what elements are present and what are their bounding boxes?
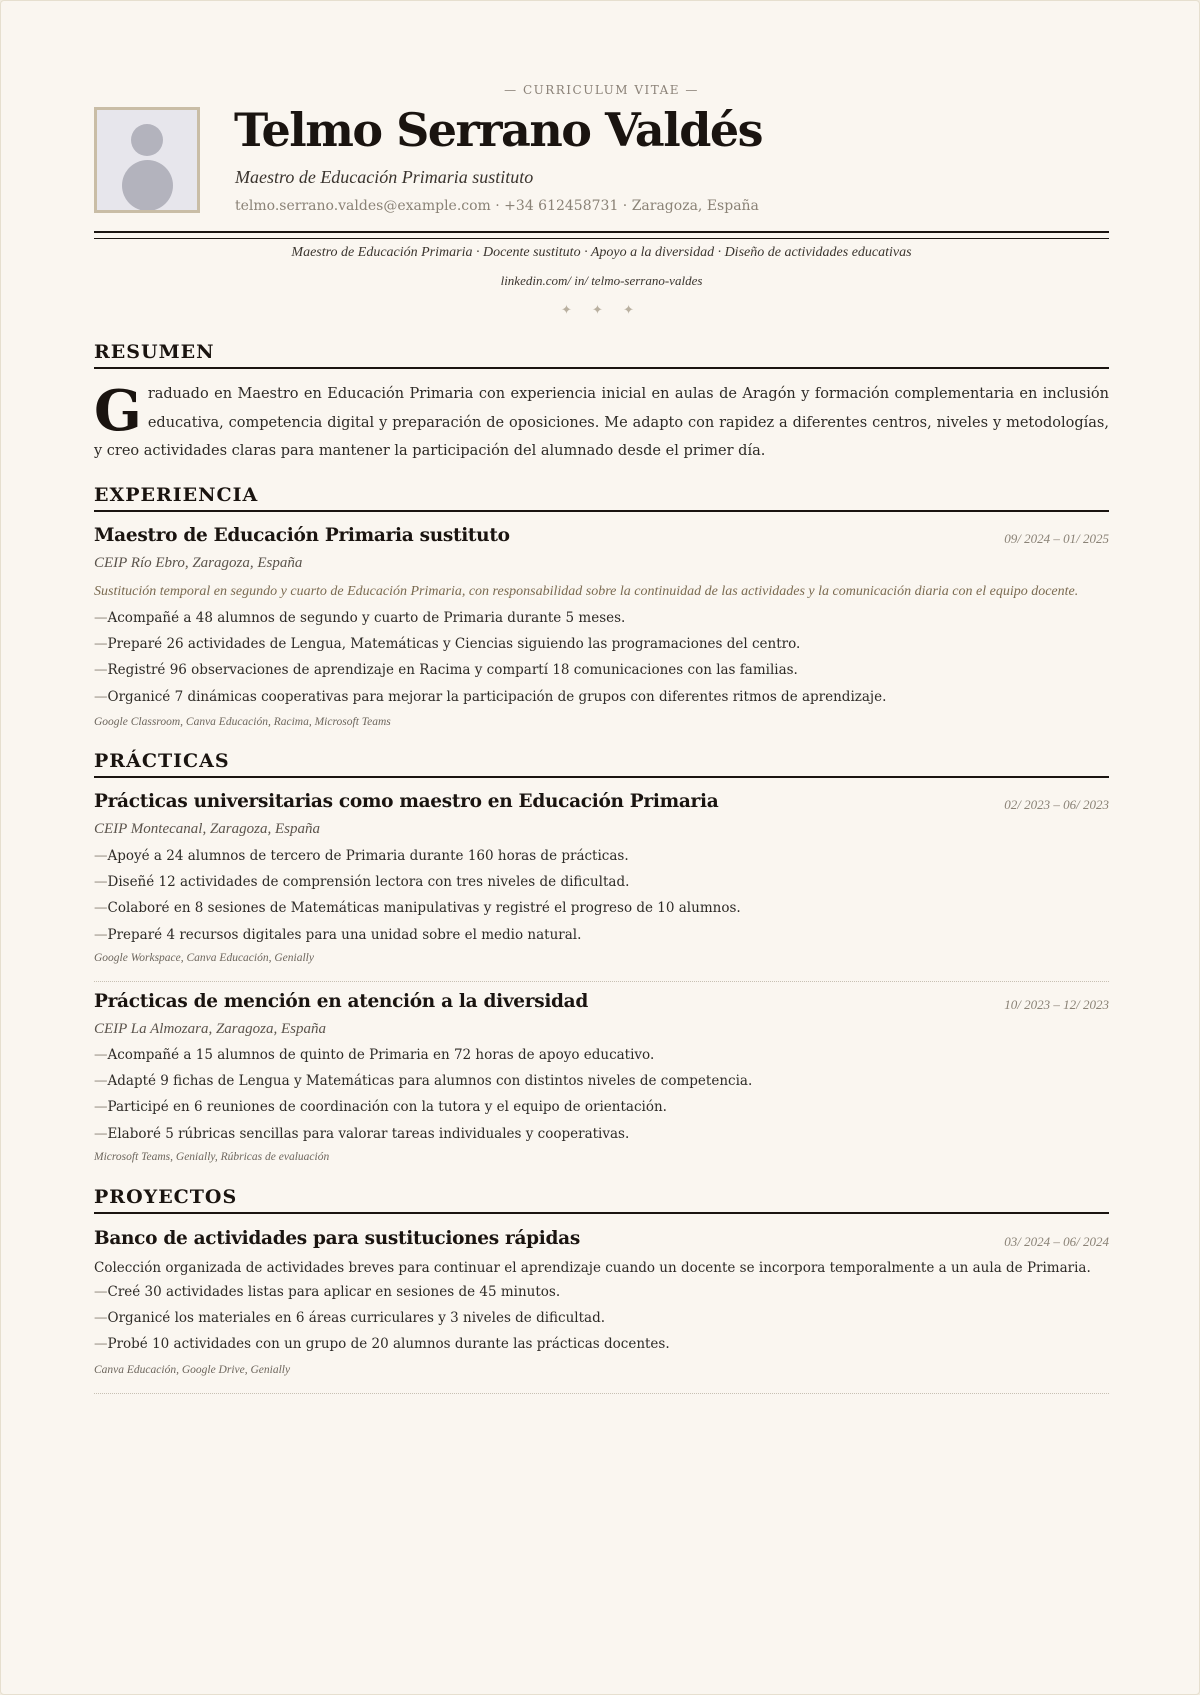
entry-title: Maestro de Educación Primaria sustituto	[94, 525, 510, 546]
candidate-name: Telmo Serrano Valdés	[234, 103, 763, 157]
list-item: —Creé 30 actividades listas para aplicar en sesiones de 45 minutos.	[94, 1284, 561, 1300]
list-item: —Organicé los materiales en 6 áreas curriculares y 3 niveles de dificultad.	[94, 1310, 606, 1327]
summary-text: raduado en Maestro en Educación Primaria con experiencia inicial en aulas de Aragón y formación complementaria en inclusión educativa, competencia digital y preparación de oposiciones. Me adapto con rapidez a diferentes centros, niveles y metodologías, y creo actividades claras para mantener la participación del alumnado desde el primer día.	[94, 386, 1109, 459]
summary-dropcap: G	[94, 378, 142, 444]
ornament-divider: ✦ ✦ ✦	[561, 303, 642, 318]
entry-date: 10/ 2023 – 12/ 2023	[1004, 997, 1109, 1012]
entry-separator	[94, 1393, 1109, 1394]
avatar-head-icon	[131, 124, 163, 156]
avatar-body-icon	[122, 160, 173, 211]
section-title-practices: PRÁCTICAS	[94, 750, 1109, 778]
entry-title: Prácticas de mención en atención a la diversidad	[94, 991, 589, 1012]
list-item: —Elaboré 5 rúbricas sencillas para valorar tareas individuales y cooperativas.	[94, 1125, 630, 1142]
entry-bullets	[94, 1045, 752, 1150]
entry-date: 09/ 2024 – 01/ 2025	[1004, 531, 1109, 546]
tagline: Maestro de Educación Primaria · Docente sustituto · Apoyo a la diversidad · Diseño de actividades educativas	[291, 245, 912, 260]
entry-description: Sustitución temporal en segundo y cuarto de Educación Primaria, con responsabilidad sobre la continuidad de las actividades y la comunicación diaria con el equipo docente.	[94, 584, 1079, 599]
entry-organization: CEIP Montecanal, Zaragoza, España	[94, 821, 320, 837]
list-item: —Diseñé 12 actividades de comprensión lectora con tres niveles de dificultad.	[94, 874, 630, 891]
entry-date: 03/ 2024 – 06/ 2024	[1004, 1234, 1109, 1249]
contact-line: telmo.serrano.valdes@example.com · +34 612458731 · Zaragoza, España	[235, 198, 759, 214]
entry-organization: CEIP Río Ebro, Zaragoza, España	[94, 555, 303, 571]
list-item: —Probé 10 actividades con un grupo de 20 alumnos durante las prácticas docentes.	[94, 1336, 670, 1353]
entry-tools: Microsoft Teams, Genially, Rúbricas de evaluación	[94, 1151, 330, 1163]
list-item: —Colaboré en 8 sesiones de Matemáticas manipulativas y registré el progreso de 10 alumnos.	[94, 900, 741, 917]
list-item: —Participé en 6 reuniones de coordinación con la tutora y el equipo de orientación.	[94, 1099, 667, 1116]
list-item: —Preparé 4 recursos digitales para una unidad sobre el medio natural.	[94, 926, 582, 943]
entry-description: Colección organizada de actividades breves para continuar el aprendizaje cuando un docente se incorpora temporalmente a un aula de Primaria.	[94, 1260, 1091, 1276]
entry-title: Banco de actividades para sustituciones rápidas	[94, 1228, 580, 1249]
entry-date: 02/ 2023 – 06/ 2023	[1004, 797, 1109, 812]
entry-tools: Canva Educación, Google Drive, Genially	[94, 1364, 291, 1376]
list-item: —Preparé 26 actividades de Lengua, Matemáticas y Ciencias siguiendo las programaciones del centro.	[94, 636, 801, 653]
list-item: —Registré 96 observaciones de aprendizaje en Racima y compartí 18 comunicaciones con las familias.	[94, 662, 798, 679]
document-kicker: — CURRICULUM VITAE —	[504, 83, 699, 97]
entry-tools: Google Classroom, Canva Educación, Racima, Microsoft Teams	[94, 716, 391, 728]
entry-bullets	[94, 1282, 670, 1361]
candidate-role: Maestro de Educación Primaria sustituto	[235, 167, 534, 187]
section-title-projects: PROYECTOS	[94, 1186, 1109, 1214]
summary-paragraph	[94, 380, 1109, 466]
entry-bullets	[94, 608, 886, 713]
list-item: —Acompañé a 15 alumnos de quinto de Primaria en 72 horas de apoyo educativo.	[94, 1047, 655, 1063]
list-item: —Apoyé a 24 alumnos de tercero de Primaria durante 160 horas de prácticas.	[94, 848, 629, 864]
section-title-summary: RESUMEN	[94, 341, 1109, 369]
entry-bullets	[94, 846, 741, 951]
entry-title: Prácticas universitarias como maestro en Educación Primaria	[94, 791, 719, 812]
entry-separator	[94, 981, 1109, 982]
profile-photo-placeholder	[94, 107, 200, 213]
list-item: —Acompañé a 48 alumnos de segundo y cuarto de Primaria durante 5 meses.	[94, 610, 626, 626]
list-item: —Adapté 9 fichas de Lengua y Matemáticas para alumnos con distintos niveles de competencia.	[94, 1073, 753, 1090]
header-divider	[94, 231, 1109, 239]
section-title-experience: EXPERIENCIA	[94, 484, 1109, 512]
list-item: —Organicé 7 dinámicas cooperativas para mejorar la participación de grupos con diferentes ritmos de aprendizaje.	[94, 688, 887, 705]
entry-tools: Google Workspace, Canva Educación, Genially	[94, 952, 314, 964]
entry-organization: CEIP La Almozara, Zaragoza, España	[94, 1021, 326, 1037]
linkedin-link[interactable]: linkedin.com/ in/ telmo-serrano-valdes	[500, 273, 703, 288]
